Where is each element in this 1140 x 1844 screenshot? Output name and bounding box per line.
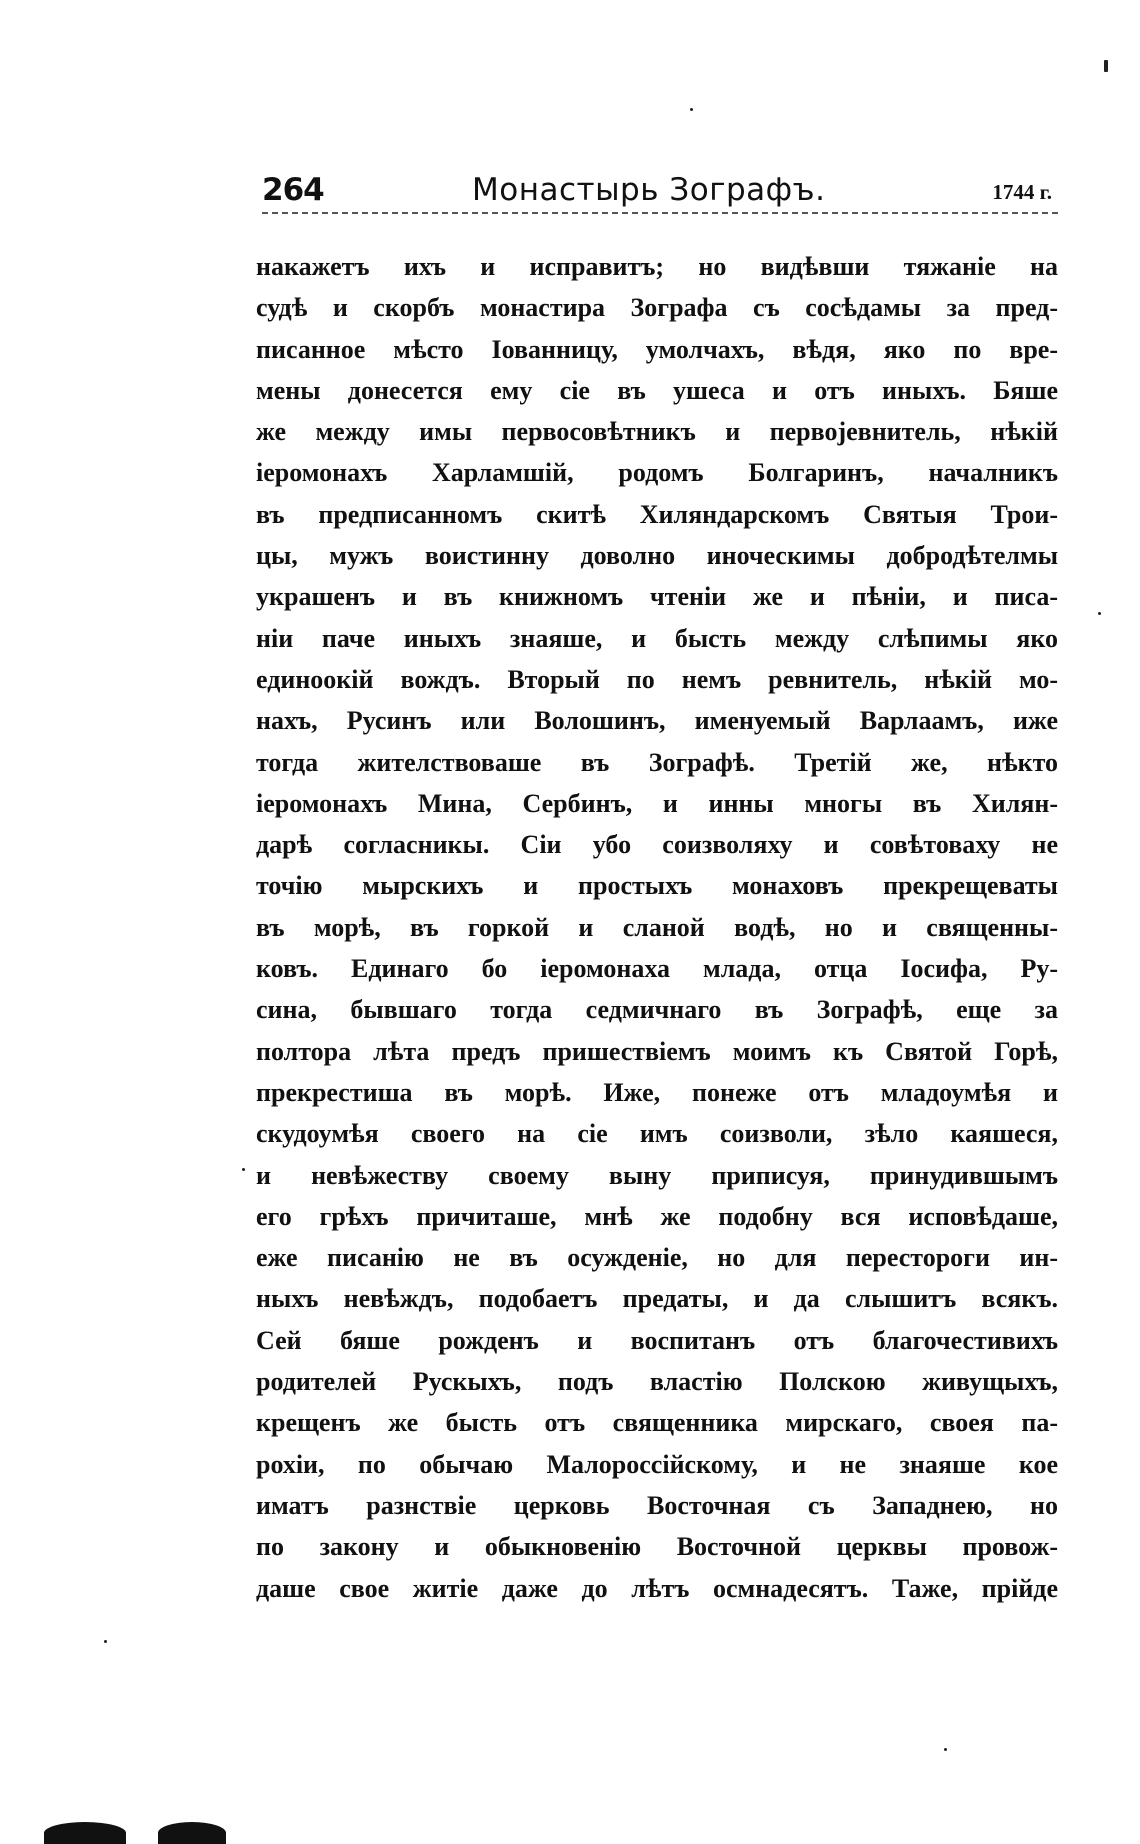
text-line: иматъ разнствіе церковь Восточная съ Западнею, но [256, 1490, 1058, 1520]
text-line: даше свое житіе даже до лѣтъ осмнадесятъ. Таже, прійде [256, 1573, 1058, 1603]
year-label: 1744 г. [992, 180, 1052, 204]
text-line: дарѣ согласникы. Сіи убо соизволяху и совѣтоваху не [256, 830, 1058, 860]
scan-speck [1098, 612, 1101, 615]
scan-blot [158, 1822, 226, 1844]
text-line: въ предписанномъ скитѣ Хиляндарскомъ Святыя Трои- [256, 499, 1058, 529]
page-header [262, 168, 1058, 218]
text-line: рохіи, по обычаю Малороссійскому, и не знаяше кое [256, 1449, 1058, 1479]
scan-blot [44, 1822, 126, 1844]
text-line: же между имы первосовѣтникъ и первоjевнитель, нѣкій [256, 417, 1058, 447]
text-line: ныхъ невѣждъ, подобаетъ предаты, и да слышитъ всякъ. [256, 1284, 1058, 1314]
header-rule [262, 212, 1058, 214]
text-line: единоокій вождъ. Вторый по немъ ревнитель, нѣкій мо- [256, 664, 1058, 694]
scan-speck [944, 1748, 947, 1751]
text-line: прекрестиша въ морѣ. Иже, понеже отъ младоумѣя и [256, 1077, 1058, 1107]
text-line: родителей Рускыхъ, подъ властію Полскою живущыхъ, [256, 1367, 1058, 1397]
text-line: писанное мѣсто Іованницу, умолчахъ, вѣдя, яко по вре- [256, 334, 1058, 364]
text-line: скудоумѣя своего на сіе имъ соизволи, зѣло каяшеся, [256, 1119, 1058, 1149]
text-line: Сей бяше рожденъ и воспитанъ отъ благочестивихъ [256, 1325, 1058, 1355]
text-line: ковъ. Единаго бо іеромонаха млада, отца Іосифа, Ру- [256, 954, 1058, 984]
text-line: крещенъ же бысть отъ священника мирскаго, своея па- [256, 1408, 1058, 1438]
text-line: и невѣжеству своему выну приписуя, принудившымъ [256, 1160, 1058, 1190]
text-line: по закону и обыкновенію Восточной церквы провож- [256, 1532, 1058, 1562]
text-line: въ морѣ, въ горкой и сланой водѣ, но и священны- [256, 912, 1058, 942]
text-line: полтора лѣта предъ пришествіемъ моимъ къ Святой Горѣ, [256, 1036, 1058, 1066]
page-number: 264 [262, 172, 324, 208]
running-title: Монастырь Зографъ. [472, 172, 826, 208]
text-line: еже писанію не въ осужденіе, но для перестороги ин- [256, 1243, 1058, 1273]
text-line: накажетъ ихъ и исправитъ; но видѣвши тяжаніе на [256, 252, 1058, 281]
scan-speck [242, 1168, 245, 1171]
text-line: іеромонахъ Харламшій, родомъ Болгаринъ, началникъ [256, 458, 1058, 488]
text-line: іеромонахъ Мина, Сербинъ, и инны многы въ Хилян- [256, 788, 1058, 818]
body-text [256, 246, 1058, 1609]
text-line: сина, бывшаго тогда седмичнаго въ Зографѣ, еще за [256, 995, 1058, 1025]
text-line: цы, мужъ воистинну доволно иноческимы добродѣтелмы [256, 541, 1058, 571]
text-line: украшенъ и въ книжномъ чтеніи же и пѣніи, и писа- [256, 582, 1058, 612]
text-line: судѣ и скорбъ монастира Зографа съ сосѣдамы за пред- [256, 293, 1058, 323]
scan-speck [104, 1640, 107, 1643]
text-line: его грѣхъ причиташе, мнѣ же подобну вся исповѣдаше, [256, 1201, 1058, 1231]
scan-speck [690, 108, 693, 111]
text-line: нахъ, Русинъ или Волошинъ, именуемый Варлаамъ, иже [256, 706, 1058, 736]
scan-speck [1104, 60, 1108, 72]
text-line: ніи паче иныхъ знаяше, и бысть между слѣпимы яко [256, 623, 1058, 653]
text-line: тогда жителствоваше въ Зографѣ. Третій же, нѣкто [256, 747, 1058, 777]
text-line: мены донесется ему сіе въ ушеса и отъ иныхъ. Бяше [256, 375, 1058, 405]
text-line: точію мырскихъ и простыхъ монаховъ прекрещеваты [256, 871, 1058, 901]
